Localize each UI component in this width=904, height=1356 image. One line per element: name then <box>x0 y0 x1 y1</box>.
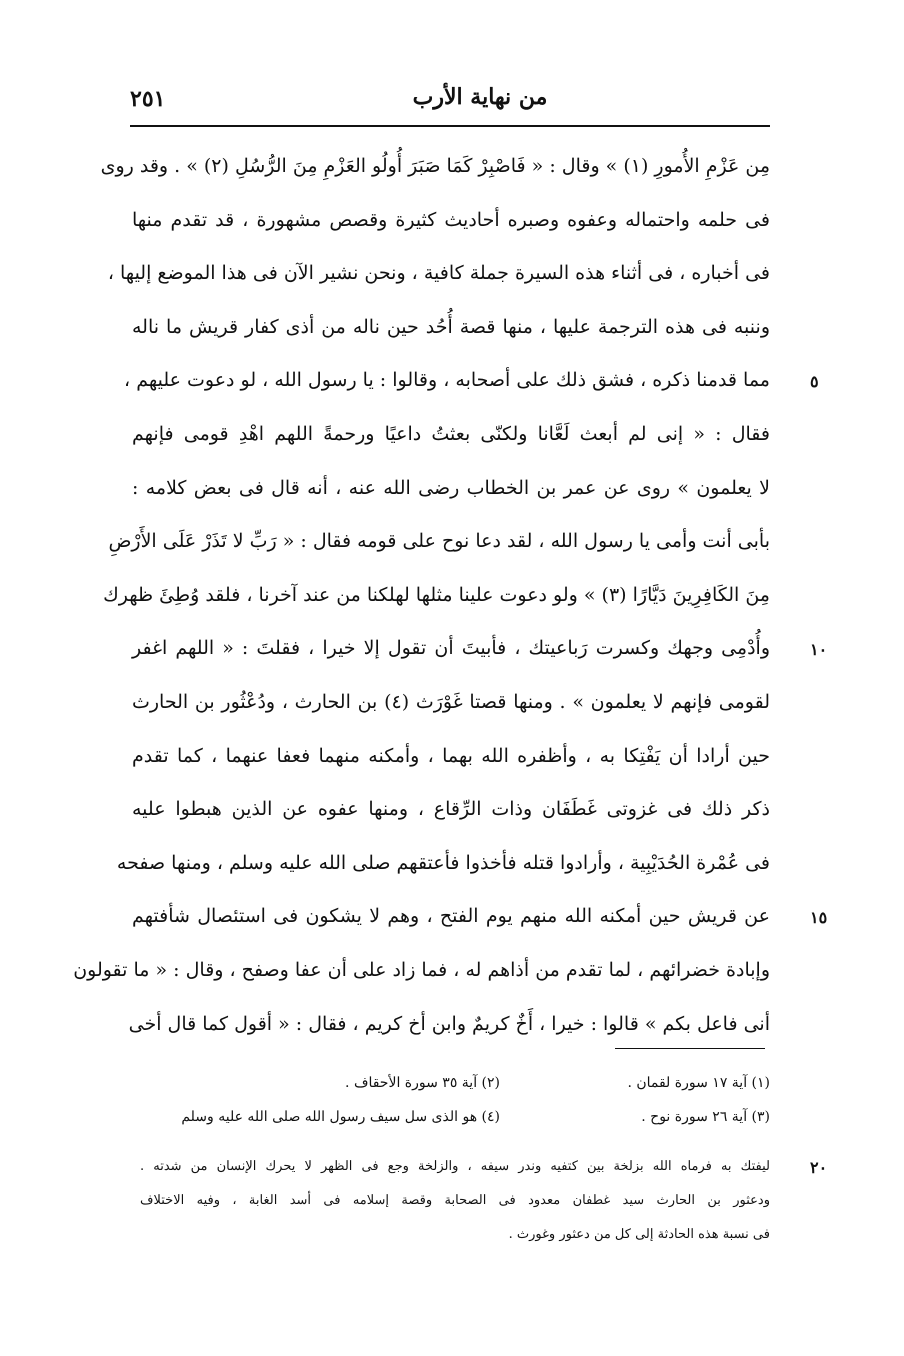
text-line: فى حلمه واحتماله وعفوه وصبره أحاديث كثيرة وقصص مشهورة ، قد تقدم منها <box>132 208 770 231</box>
page-number: ٢٥١ <box>130 86 166 112</box>
text-line: أنى فاعل بكم » قالوا : خيرا ، أَخٌ كريمٌ وابن أخ كريم ، فقال : « أقول كما قال أخى <box>128 1012 770 1035</box>
footnote-note-line: فى نسبة هذه الحادثة إلى كل من دعثور وغورث . <box>508 1227 770 1242</box>
line-number-20: ٢٠ <box>810 1158 828 1177</box>
footnote-reference: (٤) هو الذى سل سيف رسول الله صلى الله عليه وسلم <box>181 1109 500 1125</box>
text-line: مما قدمنا ذكره ، فشق ذلك على أصحابه ، وقالوا : يا رسول الله ، لو دعوت عليهم ، <box>124 369 770 392</box>
text-line: بأبى أنت وأمى يا رسول الله ، لقد دعا نوح على قومه فقال : « رَبِّ لا تَذَرْ عَلَى الأَرْضِ <box>108 530 770 553</box>
text-line: مِنَ الكَافِرِينَ دَيَّارًا (٣) » ولو دعوت علينا مثلها لهلكنا من عند آخرنا ، فلقد وُطِئَ ظهرك <box>103 583 770 606</box>
text-line: مِن عَزْمِ الأُمورِ (١) » وقال : « فَاصْبِرْ كَمَا صَبَرَ أُولُو العَزْمِ مِنَ الرُّسُلِ (٢) » . وقد روى <box>100 155 770 177</box>
text-line: فى عُمْرة الحُدَيْبِية ، وأرادوا قتله فأخذوا فأعتقهم صلى الله عليه وسلم ، ومنها صفحه <box>116 851 770 874</box>
page-header <box>130 80 770 124</box>
running-title: من نهاية الأرب <box>412 84 548 110</box>
line-number: ١٠ <box>810 640 828 660</box>
text-line: فقال : « إنى لم أبعث لَعَّانا ولكنّى بعثتُ داعيًا ورحمةً اللهم اهْدِ قومى فإنهم <box>132 422 770 445</box>
text-line: وننبه فى هذه الترجمة عليها ، منها قصة أُحُد حين ناله من أذى كفار قريش ما ناله <box>132 315 770 338</box>
text-line: لا يعلمون » روى عن عمر بن الخطاب رضى الله عنه ، أنه قال فى بعض كلامه : <box>132 476 770 499</box>
body-text <box>73 140 770 1051</box>
footnote-reference: (١) آية ١٧ سورة لقمان . <box>627 1075 770 1091</box>
footnote-reference: (٢) آية ٣٥ سورة الأحقاف . <box>345 1075 500 1091</box>
footnote-references <box>150 1066 770 1134</box>
footnote-note-line: ودعثور بن الحارث سيد غطفان معدود فى الصحابة وقصة إسلامه فى أسد الغابة ، وفيه الاختلاف <box>140 1193 770 1208</box>
text-line: عن قريش حين أمكنه الله منهم يوم الفتح ، وهم لا يشكون فى استئصال شأفتهم <box>132 905 770 928</box>
footnote-note-line: ليفتك به فرماه الله بزلخة بين كتفيه وندر سيفه ، والزلخة وجع فى الظهر لا يحرك الإنسان من شدته . <box>140 1159 770 1174</box>
line-number: ١٥ <box>810 908 828 928</box>
text-line: لقومى فإنهم لا يعلمون » . ومنها قصتا غَوْرَث (٤) بن الحارث ، ودُعْثُور بن الحارث <box>132 690 770 713</box>
text-line: ذكر ذلك فى غزوتى غَطَفَان وذات الرِّقاع ، ومنها عفوه عن الذين هبطوا عليه <box>132 798 770 821</box>
text-line: وإبادة خضرائهم ، لما تقدم من أذاهم له ، فما زاد على أن عفا وصفح ، وقال : « ما تقولون <box>73 958 770 981</box>
footnote-row <box>150 1100 770 1134</box>
text-line: وأُدْمِى وجهك وكسرت رَباعيتك ، فأبيتَ أن تقول إلا خيرا ، فقلتَ : « اللهم اغفر <box>132 637 770 660</box>
footnote-notes <box>140 1150 770 1252</box>
text-line: فى أخباره ، فى أثناء هذه السيرة جملة كافية ، ونحن نشير الآن فى هذا الموضع إليها ، <box>107 262 770 285</box>
footnote-row <box>150 1066 770 1100</box>
footnote-reference: (٣) آية ٢٦ سورة نوح . <box>641 1109 770 1125</box>
footnote-rule <box>615 1048 765 1049</box>
header-rule <box>130 125 770 127</box>
text-line: حين أرادا أن يَفْتِكا به ، وأظفره الله بهما ، وأمكنه منهما فعفا عنهما ، كما تقدم <box>132 744 770 767</box>
line-number: ٥ <box>810 372 819 392</box>
